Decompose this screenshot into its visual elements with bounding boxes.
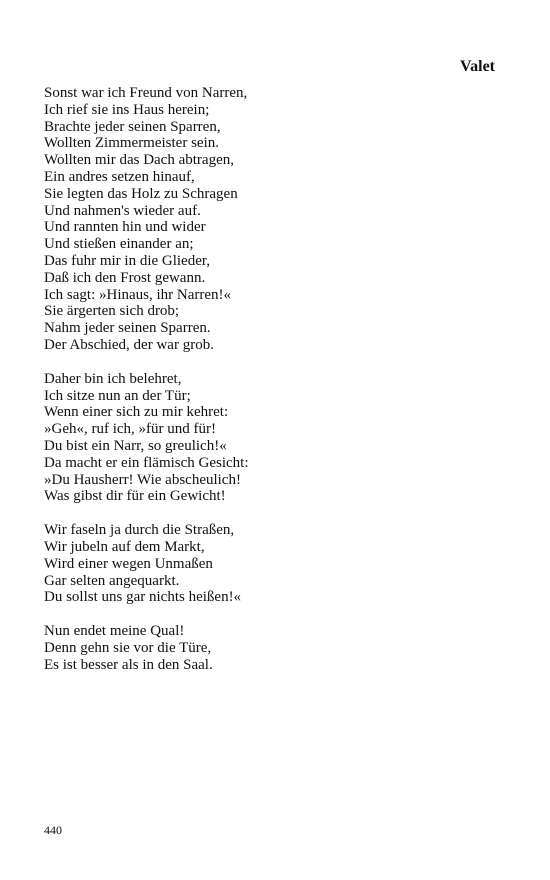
poem-body — [44, 85, 504, 691]
poem-line: Ein andres setzen hinauf, — [44, 168, 195, 185]
poem-line: Sie ärgerten sich drob; — [44, 303, 180, 320]
poem-line: Das fuhr mir in die Glieder, — [44, 252, 211, 269]
poem-line: Ich sitze nun an der Tür; — [44, 387, 191, 404]
poem-line: Was gibst dir für ein Gewicht! — [44, 488, 226, 505]
poem-line: Du bist ein Narr, so greulich!« — [44, 437, 227, 454]
poem-line: Nahm jeder seinen Sparren. — [44, 320, 211, 337]
poem-line: Und rannten hin und wider — [44, 219, 206, 236]
poem-line: »Geh«, ruf ich, »für und für! — [44, 421, 217, 438]
poem-line: Ich rief sie ins Haus herein; — [44, 101, 210, 118]
poem-line: Sonst war ich Freund von Narren, — [44, 85, 248, 101]
page-number: 440 — [44, 823, 62, 837]
poem-line: Und nahmen's wieder auf. — [44, 202, 201, 219]
poem-line: Wenn einer sich zu mir kehret: — [44, 404, 229, 421]
poem-line: Und stießen einander an; — [44, 236, 194, 253]
poem-line: Wird einer wegen Unmaßen — [44, 555, 213, 572]
poem-line: Es ist besser als in den Saal. — [44, 656, 213, 673]
poem-line: Sie legten das Holz zu Schragen — [44, 185, 238, 202]
poem-line: Ich sagt: »Hinaus, ihr Narren!« — [44, 286, 232, 303]
poem-title: Valet — [460, 58, 495, 75]
stanza-4 — [44, 623, 504, 673]
poem-line: Wollten Zimmermeister sein. — [44, 135, 219, 152]
poem-line: Gar selten angequarkt. — [44, 572, 180, 589]
poem-line: »Du Hausherr! Wie abscheulich! — [44, 471, 241, 488]
poem-line: Brachte jeder seinen Sparren, — [44, 118, 221, 135]
poem-line: Nun endet meine Qual! — [44, 623, 185, 640]
poem-line: Wir jubeln auf dem Markt, — [44, 538, 205, 555]
stanza-2 — [44, 371, 504, 505]
stanza-1 — [44, 85, 504, 354]
poem-line: Daß ich den Frost gewann. — [44, 269, 206, 286]
poem-line: Daher bin ich belehret, — [44, 370, 182, 387]
poem-line: Denn gehn sie vor die Türe, — [44, 639, 212, 656]
stanza-3 — [44, 522, 504, 606]
poem-line: Wir faseln ja durch die Straßen, — [44, 522, 235, 539]
poem-line: Du sollst uns gar nichts heißen!« — [44, 589, 242, 606]
poem-line: Da macht er ein flämisch Gesicht: — [44, 454, 249, 471]
poem-line: Der Abschied, der war grob. — [44, 336, 214, 353]
poem-line: Wollten mir das Dach abtragen, — [44, 152, 234, 169]
